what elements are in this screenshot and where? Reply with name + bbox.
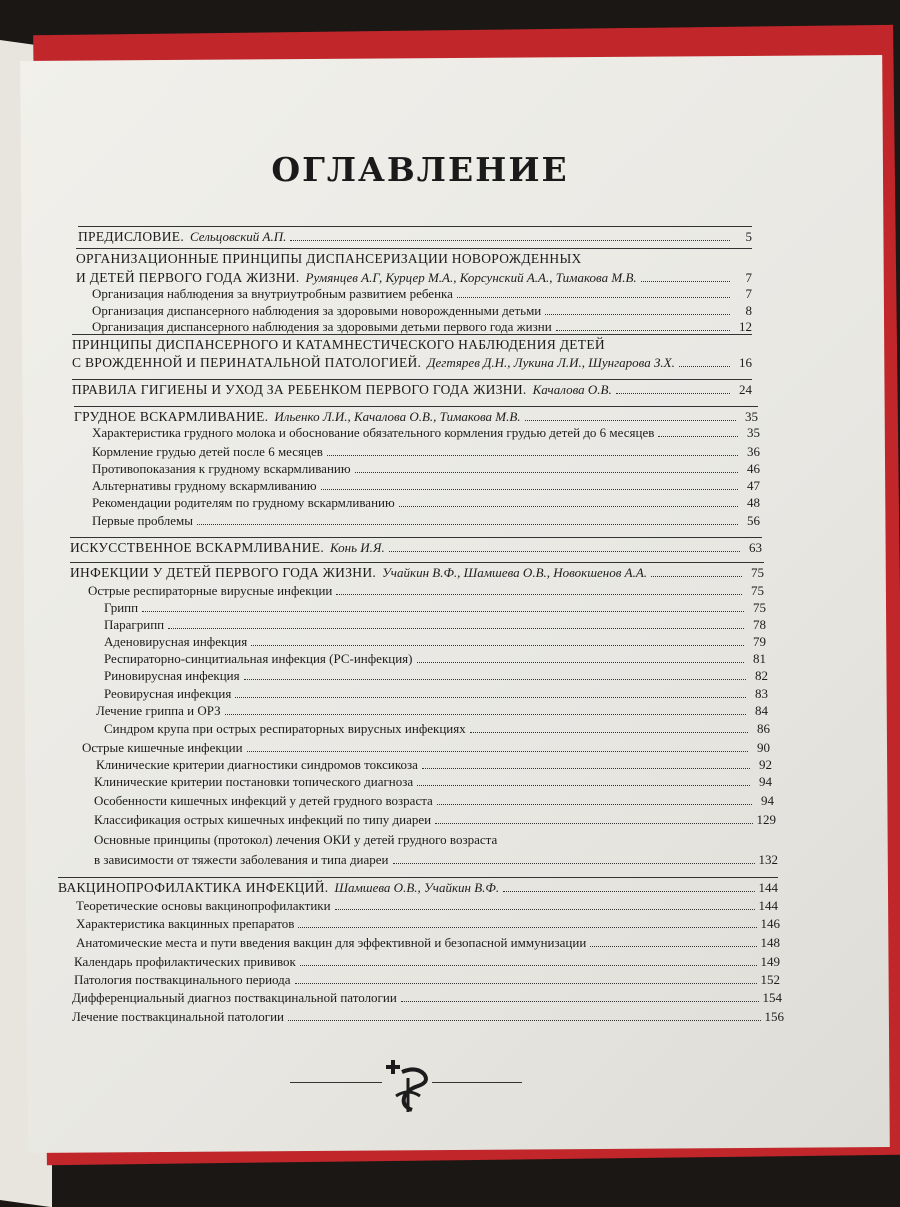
toc-entry-title: Организация наблюдения за внутриутробным развитием ребенка: [92, 286, 453, 301]
toc-entry-title: ИНФЕКЦИИ У ДЕТЕЙ ПЕРВОГО ГОДА ЖИЗНИ.: [70, 565, 377, 580]
toc-entry[interactable]: [104, 600, 766, 616]
toc-entry-title: Синдром крупа при острых респираторных вирусных инфекциях: [104, 721, 466, 736]
toc-leader-dots: [225, 713, 746, 715]
section-rule: [70, 537, 762, 538]
toc-entry-title: в зависимости от тяжести заболевания и типа диареи: [94, 852, 389, 867]
toc-page-number: 144: [758, 880, 778, 895]
toc-entry-authors: Румянцев А.Г, Курцер М.А., Корсунский А.А., Тимакова М.В.: [305, 270, 637, 285]
toc-page-number: 35: [747, 425, 760, 440]
toc-entry-title: ВАКЦИНОПРОФИЛАКТИКА ИНФЕКЦИЙ.: [58, 880, 329, 895]
toc-entry[interactable]: [74, 954, 780, 970]
toc-leader-dots: [290, 239, 730, 241]
toc-page-number: 90: [757, 740, 770, 755]
toc-leader-dots: [247, 750, 748, 752]
toc-entry-title: С ВРОЖДЕННОЙ И ПЕРИНАТАЛЬНОЙ ПАТОЛОГИЕЙ.: [72, 355, 422, 370]
toc-entry-title: Теоретические основы вакцинопрофилактики: [76, 898, 331, 913]
toc-entry[interactable]: [104, 668, 768, 684]
toc-entry-authors: Учайкин В.Ф., Шамшева О.В., Новокшенов А.А.: [382, 565, 648, 580]
toc-leader-dots: [417, 784, 750, 786]
section-rule: [70, 562, 764, 563]
toc-entry-authors: Шамшева О.В., Учайкин В.Ф.: [334, 880, 500, 895]
toc-entry-title: Лечение гриппа и ОРЗ: [96, 703, 221, 718]
toc-entry-title: И ДЕТЕЙ ПЕРВОГО ГОДА ЖИЗНИ.: [76, 270, 300, 285]
toc-entry-title: Альтернативы грудному вскармливанию: [92, 478, 317, 493]
toc-leader-dots: [470, 731, 748, 733]
section-rule: [74, 406, 758, 407]
toc-entry-title: Анатомические места и пути введения вакцин для эффективной и безопасной иммунизации: [76, 935, 587, 950]
toc-entry-line1: Основные принципы (протокол) лечения ОКИ у детей грудного возраста: [94, 832, 498, 847]
toc-entry[interactable]: [74, 409, 758, 425]
toc-page-number: 78: [753, 617, 766, 632]
toc-entry[interactable]: [92, 286, 752, 302]
toc-leader-dots: [168, 627, 744, 629]
toc-page-number: 75: [751, 583, 764, 598]
toc-leader-dots: [651, 575, 742, 577]
toc-page-number: 81: [753, 651, 766, 666]
toc-entry[interactable]: [96, 757, 772, 773]
toc-entry-title: Классификация острых кишечных инфекций по типу диареи: [94, 812, 432, 827]
toc-page-number: 75: [751, 565, 764, 580]
toc-entry[interactable]: [76, 935, 780, 951]
toc-entry-authors: Дегтярев Д.Н., Лукина Л.И., Шунгарова З.Х.: [427, 355, 675, 370]
toc-entry[interactable]: [92, 478, 760, 494]
toc-leader-dots: [288, 1019, 761, 1021]
toc-entry[interactable]: [76, 916, 780, 932]
toc-entry[interactable]: [92, 319, 752, 335]
toc-entry-title: ПРАВИЛА ГИГИЕНЫ И УХОД ЗА РЕБЕНКОМ ПЕРВОГО ГОДА ЖИЗНИ.: [72, 382, 527, 397]
section-rule: [58, 877, 778, 878]
toc-entry-title: Дифференциальный диагноз поствакцинальной патологии: [72, 990, 397, 1005]
toc-entry[interactable]: [92, 303, 752, 319]
toc-entry[interactable]: [74, 972, 780, 988]
toc-entry-title: ГРУДНОЕ ВСКАРМЛИВАНИЕ.: [74, 409, 269, 424]
toc-page-number: 46: [747, 461, 760, 476]
toc-entry[interactable]: [94, 774, 772, 790]
toc-entry-title: Респираторно-синцитиальная инфекция (РС-инфекция): [104, 651, 413, 666]
toc-leader-dots: [335, 908, 755, 910]
toc-page-number: 154: [762, 990, 782, 1005]
toc-leader-dots: [300, 964, 757, 966]
toc-entry-authors: Качалова О.В.: [532, 382, 612, 397]
toc-leader-dots: [389, 550, 740, 552]
toc-page-number: 86: [757, 721, 770, 736]
toc-page-number: 8: [745, 303, 752, 318]
toc-leader-dots: [422, 767, 750, 769]
toc-entry-title: Риновирусная инфекция: [104, 668, 240, 683]
toc-entry[interactable]: [92, 425, 760, 441]
toc-entry-title: Характеристика грудного молока и обоснование обязательного кормления грудью детей до 6 месяцев: [92, 425, 655, 440]
toc-entry[interactable]: [94, 852, 778, 868]
toc-leader-dots: [251, 644, 744, 646]
toc-leader-dots: [244, 678, 746, 680]
toc-entry-title: Особенности кишечных инфекций у детей грудного возраста: [94, 793, 433, 808]
toc-entry[interactable]: [104, 686, 768, 702]
toc-entry-title: Характеристика вакцинных препаратов: [76, 916, 295, 931]
toc-entry-title: Патология поствакцинального периода: [74, 972, 291, 987]
page-title: ОГЛАВЛЕНИЕ: [271, 150, 569, 189]
toc-entry-title: Кормление грудью детей после 6 месяцев: [92, 444, 323, 459]
toc-page-number: 149: [760, 954, 780, 969]
toc-leader-dots: [197, 523, 738, 525]
toc-entry[interactable]: [72, 355, 752, 371]
toc-page-number: 24: [739, 382, 752, 397]
toc-entry[interactable]: [82, 740, 770, 756]
toc-entry[interactable]: [92, 495, 760, 511]
toc-entry-title: Острые кишечные инфекции: [82, 740, 243, 755]
toc-leader-dots: [556, 329, 730, 331]
toc-entry-title: Календарь профилактических прививок: [74, 954, 296, 969]
toc-leader-dots: [417, 661, 745, 663]
toc-leader-dots: [641, 280, 730, 282]
toc-entry[interactable]: [58, 880, 778, 896]
toc-entry[interactable]: [104, 651, 766, 667]
toc-entry[interactable]: [92, 444, 760, 460]
toc-entry[interactable]: [96, 703, 768, 719]
toc-entry[interactable]: [104, 634, 766, 650]
toc-page-number: 83: [755, 686, 768, 701]
toc-page-number: 36: [747, 444, 760, 459]
toc-page-number: 16: [739, 355, 752, 370]
toc-entry[interactable]: [94, 812, 776, 828]
toc-page-number: 94: [759, 774, 772, 789]
toc-entry-line1: ПРИНЦИПЫ ДИСПАНСЕРНОГО И КАТАМНЕСТИЧЕСКОГО НАБЛЮДЕНИЯ ДЕТЕЙ: [72, 337, 605, 352]
toc-leader-dots: [658, 435, 738, 437]
toc-page-number: 84: [755, 703, 768, 718]
toc-entry[interactable]: [104, 617, 766, 633]
toc-page-number: 156: [764, 1009, 784, 1024]
toc-entry-title: Острые респираторные вирусные инфекции: [88, 583, 333, 598]
toc-entry[interactable]: [94, 793, 774, 809]
toc-page-number: 144: [758, 898, 778, 913]
toc-page-number: 132: [758, 852, 778, 867]
toc-entry-title: ИСКУССТВЕННОЕ ВСКАРМЛИВАНИЕ.: [70, 540, 325, 555]
toc-entry-title: Грипп: [104, 600, 139, 615]
toc-entry-title: Клинические критерии постановки топического диагноза: [94, 774, 414, 789]
toc-entry[interactable]: [88, 583, 764, 599]
toc-entry[interactable]: [70, 565, 764, 581]
toc-page-number: 12: [739, 319, 752, 334]
toc-leader-dots: [393, 862, 755, 864]
toc-page-number: 79: [753, 634, 766, 649]
publisher-logo-icon: [384, 1056, 430, 1114]
toc-page-number: 5: [745, 229, 752, 244]
toc-entry-title: Организация диспансерного наблюдения за здоровыми детьми первого года жизни: [92, 319, 552, 334]
toc-entry[interactable]: [92, 461, 760, 477]
toc-entry[interactable]: [72, 382, 752, 398]
toc-entry-title: Рекомендации родителям по грудному вскармливанию: [92, 495, 395, 510]
toc-leader-dots: [298, 926, 756, 928]
toc-leader-dots: [355, 471, 738, 473]
logo-rule-right: [432, 1082, 522, 1083]
toc-entry-title: Аденовирусная инфекция: [104, 634, 248, 649]
toc-entry-title: Противопоказания к грудному вскармливанию: [92, 461, 351, 476]
toc-leader-dots: [142, 610, 744, 612]
toc-leader-dots: [545, 313, 730, 315]
toc-page-number: 35: [745, 409, 758, 424]
toc-entry-title: ПРЕДИСЛОВИЕ.: [78, 229, 185, 244]
toc-leader-dots: [679, 365, 730, 367]
toc-page-number: 148: [760, 935, 780, 950]
toc-page-number: 47: [747, 478, 760, 493]
toc-leader-dots: [399, 505, 738, 507]
toc-entry[interactable]: [70, 540, 762, 556]
toc-entry[interactable]: [76, 898, 778, 914]
toc-entry[interactable]: [92, 513, 760, 529]
toc-leader-dots: [295, 982, 757, 984]
toc-leader-dots: [437, 803, 752, 805]
toc-leader-dots: [590, 945, 756, 947]
toc-leader-dots: [525, 419, 736, 421]
toc-leader-dots: [401, 1000, 759, 1002]
toc-entry-title: Организация диспансерного наблюдения за здоровыми новорожденными детьми: [92, 303, 542, 318]
toc-entry-title: Парагрипп: [104, 617, 165, 632]
toc-entry[interactable]: [72, 1009, 784, 1025]
toc-page-number: 82: [755, 668, 768, 683]
logo-rule-left: [290, 1082, 382, 1083]
section-rule: [72, 334, 752, 335]
toc-entry-title: Реовирусная инфекция: [104, 686, 232, 701]
toc-entry[interactable]: [104, 721, 770, 737]
toc-page-number: 7: [745, 270, 752, 285]
toc-page-number: 146: [760, 916, 780, 931]
toc-entry-authors: Сельцовский А.П.: [190, 229, 287, 244]
section-rule: [78, 226, 752, 227]
toc-leader-dots: [235, 696, 746, 698]
toc-page-number: 56: [747, 513, 760, 528]
toc-entry-title: Лечение поствакцинальной патологии: [72, 1009, 284, 1024]
toc-page-number: 63: [749, 540, 762, 555]
toc-entry-authors: Ильенко Л.И., Качалова О.В., Тимакова М.В.: [274, 409, 521, 424]
toc-leader-dots: [616, 392, 730, 394]
toc-page-number: 152: [760, 972, 780, 987]
toc-page-number: 7: [745, 286, 752, 301]
toc-leader-dots: [457, 296, 730, 298]
section-rule: [76, 248, 752, 249]
toc-entry-authors: Конь И.Я.: [330, 540, 385, 555]
toc-leader-dots: [321, 488, 738, 490]
toc-entry-title: Клинические критерии диагностики синдромов токсикоза: [96, 757, 418, 772]
section-rule: [72, 379, 752, 380]
toc-leader-dots: [503, 890, 754, 892]
toc-page-number: 94: [761, 793, 774, 808]
toc-entry-line1: ОРГАНИЗАЦИОННЫЕ ПРИНЦИПЫ ДИСПАНСЕРИЗАЦИИ НОВОРОЖДЕННЫХ: [76, 251, 582, 266]
toc-entry[interactable]: [72, 990, 782, 1006]
toc-entry-title: Первые проблемы: [92, 513, 194, 528]
toc-page-number: 48: [747, 495, 760, 510]
toc-page-number: 129: [756, 812, 776, 827]
toc-leader-dots: [327, 454, 738, 456]
toc-page-number: 75: [753, 600, 766, 615]
toc-entry[interactable]: [76, 270, 752, 286]
toc-entry[interactable]: [78, 229, 752, 245]
toc-leader-dots: [435, 822, 752, 824]
toc-page-number: 92: [759, 757, 772, 772]
toc-leader-dots: [336, 593, 742, 595]
